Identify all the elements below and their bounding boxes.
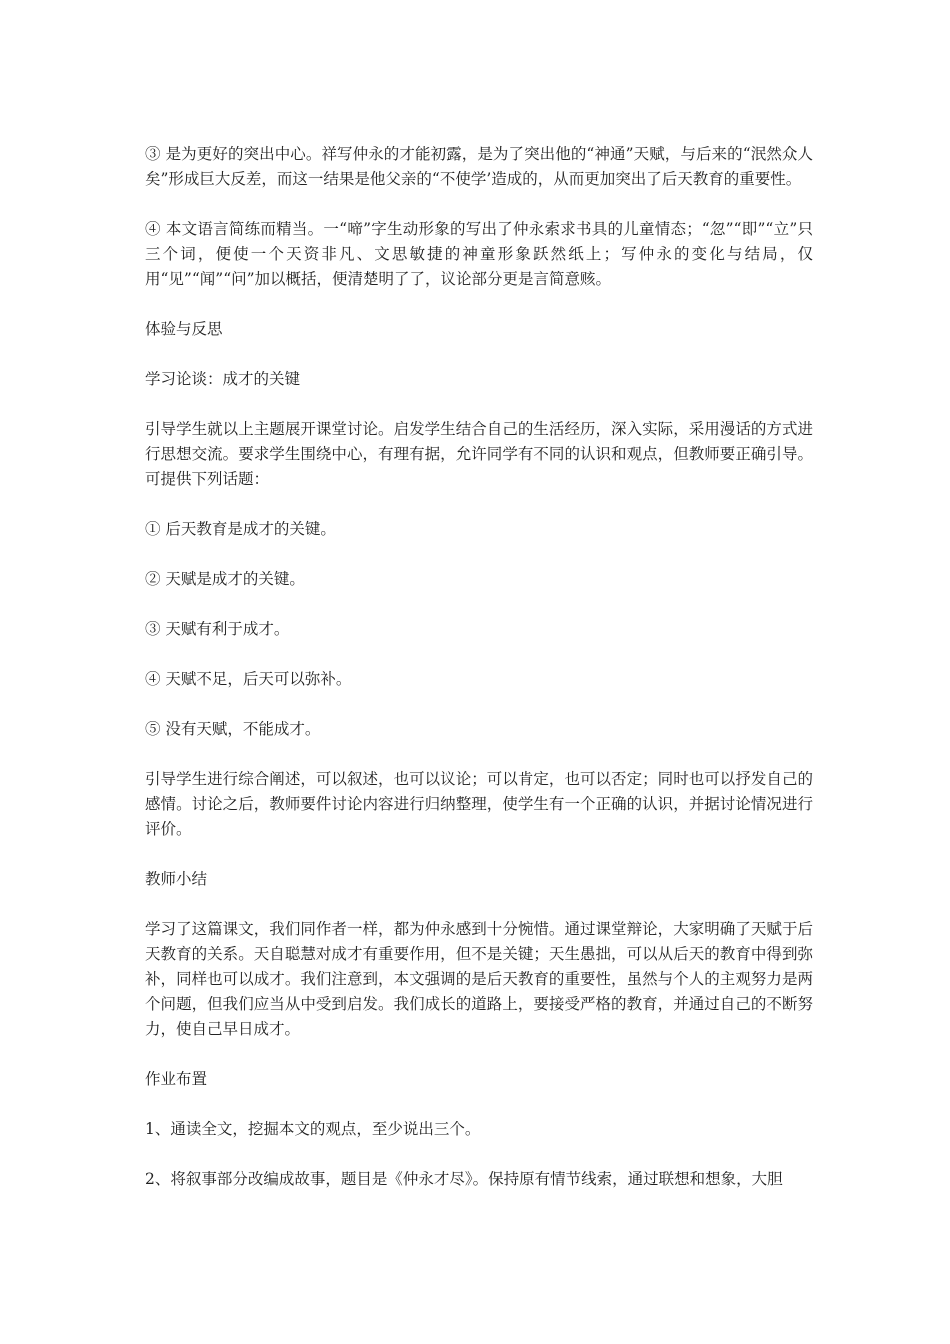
topic-item-4: ④ 天赋不足，后天可以弥补。 [145,670,352,688]
paragraph-teacher-summary: 学习了这篇课文，我们同作者一样，都为仲永感到十分惋惜。通过课堂辩论，大家明确了天赋于后天教育的关系。天自聪慧对成才有重要作用，但不是关键；天生愚拙，可以从后天的教育中得到弥补，同样也可以成才。我们注意到，本文强调的是后天教育的重要性，虽然与个人的主观努力是两个问题，但我们应当从中受到启发。我们成长的道路上，要接受严格的教育，并通过自己的不断努力，使自己早日成才。 [145,920,813,1038]
topic-item-3: ③ 天赋有利于成才。 [145,620,290,638]
homework-item-1: 1、通读全文，挖掘本文的观点，至少说出三个。 [145,1120,481,1138]
topic-item-1: ① 后天教育是成才的关键。 [145,520,336,538]
topic-item-2: ② 天赋是成才的关键。 [145,570,305,588]
section-heading-teacher-summary: 教师小结 [145,870,208,888]
homework-item-2: 2、将叙事部分改编成故事，题目是《仲永才尽》。保持原有情节线索，通过联想和想象，大胆 [145,1170,783,1188]
section-heading-discussion: 学习论谈：成才的关键 [145,370,301,388]
paragraph-guide-discussion: 引导学生就以上主题展开课堂讨论。启发学生结合自己的生活经历，深入实际，采用漫话的方式进行思想交流。要求学生围绕中心，有理有据，允许同学有不同的认识和观点，但教师要正确引导。可提供下列话题： [145,420,813,488]
paragraph-point-3: ③ 是为更好的突出中心。祥写仲永的才能初露，是为了突出他的“神通”天赋，与后来的“泯然众人矣”形成巨大反差，而这一结果是他父亲的“不使学’造成的，从而更加突出了后天教育的重要性。 [145,145,813,188]
topic-item-5: ⑤ 没有天赋，不能成才。 [145,720,321,738]
paragraph-guide-summary: 引导学生进行综合阐述，可以叙述，也可以议论；可以肯定，也可以否定；同时也可以抒发自己的感情。讨论之后，教师要件讨论内容进行归纳整理，使学生有一个正确的认识，并据讨论情况进行评价。 [145,770,813,838]
document-body [145,142,813,1217]
paragraph-point-4: ④ 本文语言简练而精当。一“啼”字生动形象的写出了仲永索求书具的儿童情态；“忽”“即”“立”只三个词，便使一个天资非凡、文思敏捷的神童形象跃然纸上；写仲永的变化与结局，仅用“见”“闻”“问”加以概括，便清楚明了了，议论部分更是言简意赅。 [145,220,813,288]
section-heading-homework: 作业布置 [145,1070,208,1088]
section-heading-experience: 体验与反思 [145,320,223,338]
